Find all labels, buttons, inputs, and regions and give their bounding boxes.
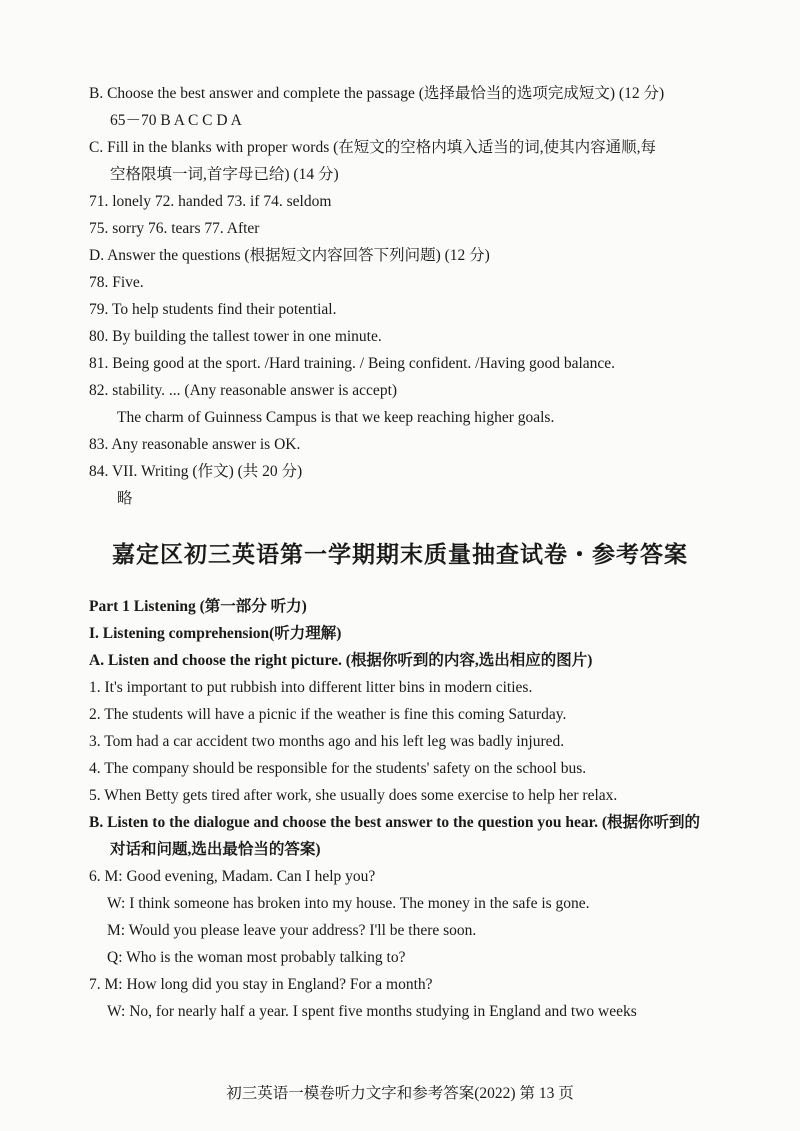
- section-d-heading: D. Answer the questions (根据短文内容回答下列问题) (12 分): [89, 247, 490, 264]
- answer-82: 82. stability. ... (Any reasonable answer is accept): [89, 382, 398, 399]
- section-c-answers-line-1: 71. lonely 72. handed 73. if 74. seldom: [89, 193, 332, 210]
- section-a-heading: A. Listen and choose the right picture. (根据你听到的内容,选出相应的图片): [89, 652, 593, 669]
- listening-item: 5. When Betty gets tired after work, she usually does some exercise to help her relax.: [89, 787, 618, 804]
- answer-79: 79. To help students find their potential.: [89, 301, 337, 318]
- section-c-heading-line-1: C. Fill in the blanks with proper words (在短文的空格内填入适当的词,使其内容通顺,每: [89, 139, 657, 156]
- answer-82-continued: The charm of Guinness Campus is that we keep reaching higher goals.: [117, 409, 555, 426]
- page-footer: 初三英语一模卷听力文字和参考答案(2022) 第 13 页: [226, 1085, 574, 1102]
- section-b-answers: 65－70 B A C C D A: [110, 112, 242, 129]
- listening-item: 4. The company should be responsible for the students' safety on the school bus.: [89, 760, 587, 777]
- listening-item: 2. The students will have a picnic if the weather is fine this coming Saturday.: [89, 706, 567, 723]
- listening-comprehension-heading: I. Listening comprehension(听力理解): [89, 625, 342, 642]
- section-b-heading: B. Choose the best answer and complete the passage (选择最恰当的选项完成短文) (12 分): [89, 85, 665, 102]
- dialogue-6-question: Q: Who is the woman most probably talking to?: [107, 949, 406, 966]
- answer-78: 78. Five.: [89, 274, 144, 291]
- section-c-heading-line-2: 空格限填一词,首字母已给) (14 分): [110, 166, 339, 183]
- section-b-listening-heading-line-2: 对话和问题,选出最恰当的答案): [110, 841, 321, 858]
- section-title: 嘉定区初三英语第一学期期末质量抽查试卷・参考答案: [112, 542, 688, 568]
- dialogue-6-line-1: 6. M: Good evening, Madam. Can I help you?: [89, 868, 376, 885]
- answer-80: 80. By building the tallest tower in one minute.: [89, 328, 382, 345]
- dialogue-7-line-2: W: No, for nearly half a year. I spent five months studying in England and two weeks: [107, 1003, 637, 1020]
- answer-84: 84. VII. Writing (作文) (共 20 分): [89, 463, 303, 480]
- listening-item: 1. It's important to put rubbish into different litter bins in modern cities.: [89, 679, 533, 696]
- answer-81: 81. Being good at the sport. /Hard training. / Being confident. /Having good balance.: [89, 355, 616, 372]
- dialogue-7-line-1: 7. M: How long did you stay in England? For a month?: [89, 976, 433, 993]
- section-c-answers-line-2: 75. sorry 76. tears 77. After: [89, 220, 260, 237]
- answer-83: 83. Any reasonable answer is OK.: [89, 436, 301, 453]
- part1-heading: Part 1 Listening (第一部分 听力): [89, 598, 307, 615]
- section-b-listening-heading-line-1: B. Listen to the dialogue and choose the best answer to the question you hear. (根据你听到的: [89, 814, 700, 831]
- answer-84-continued: 略: [117, 490, 133, 507]
- dialogue-6-line-2: W: I think someone has broken into my house. The money in the safe is gone.: [107, 895, 590, 912]
- listening-item: 3. Tom had a car accident two months ago and his left leg was badly injured.: [89, 733, 565, 750]
- dialogue-6-line-3: M: Would you please leave your address? I'll be there soon.: [107, 922, 477, 939]
